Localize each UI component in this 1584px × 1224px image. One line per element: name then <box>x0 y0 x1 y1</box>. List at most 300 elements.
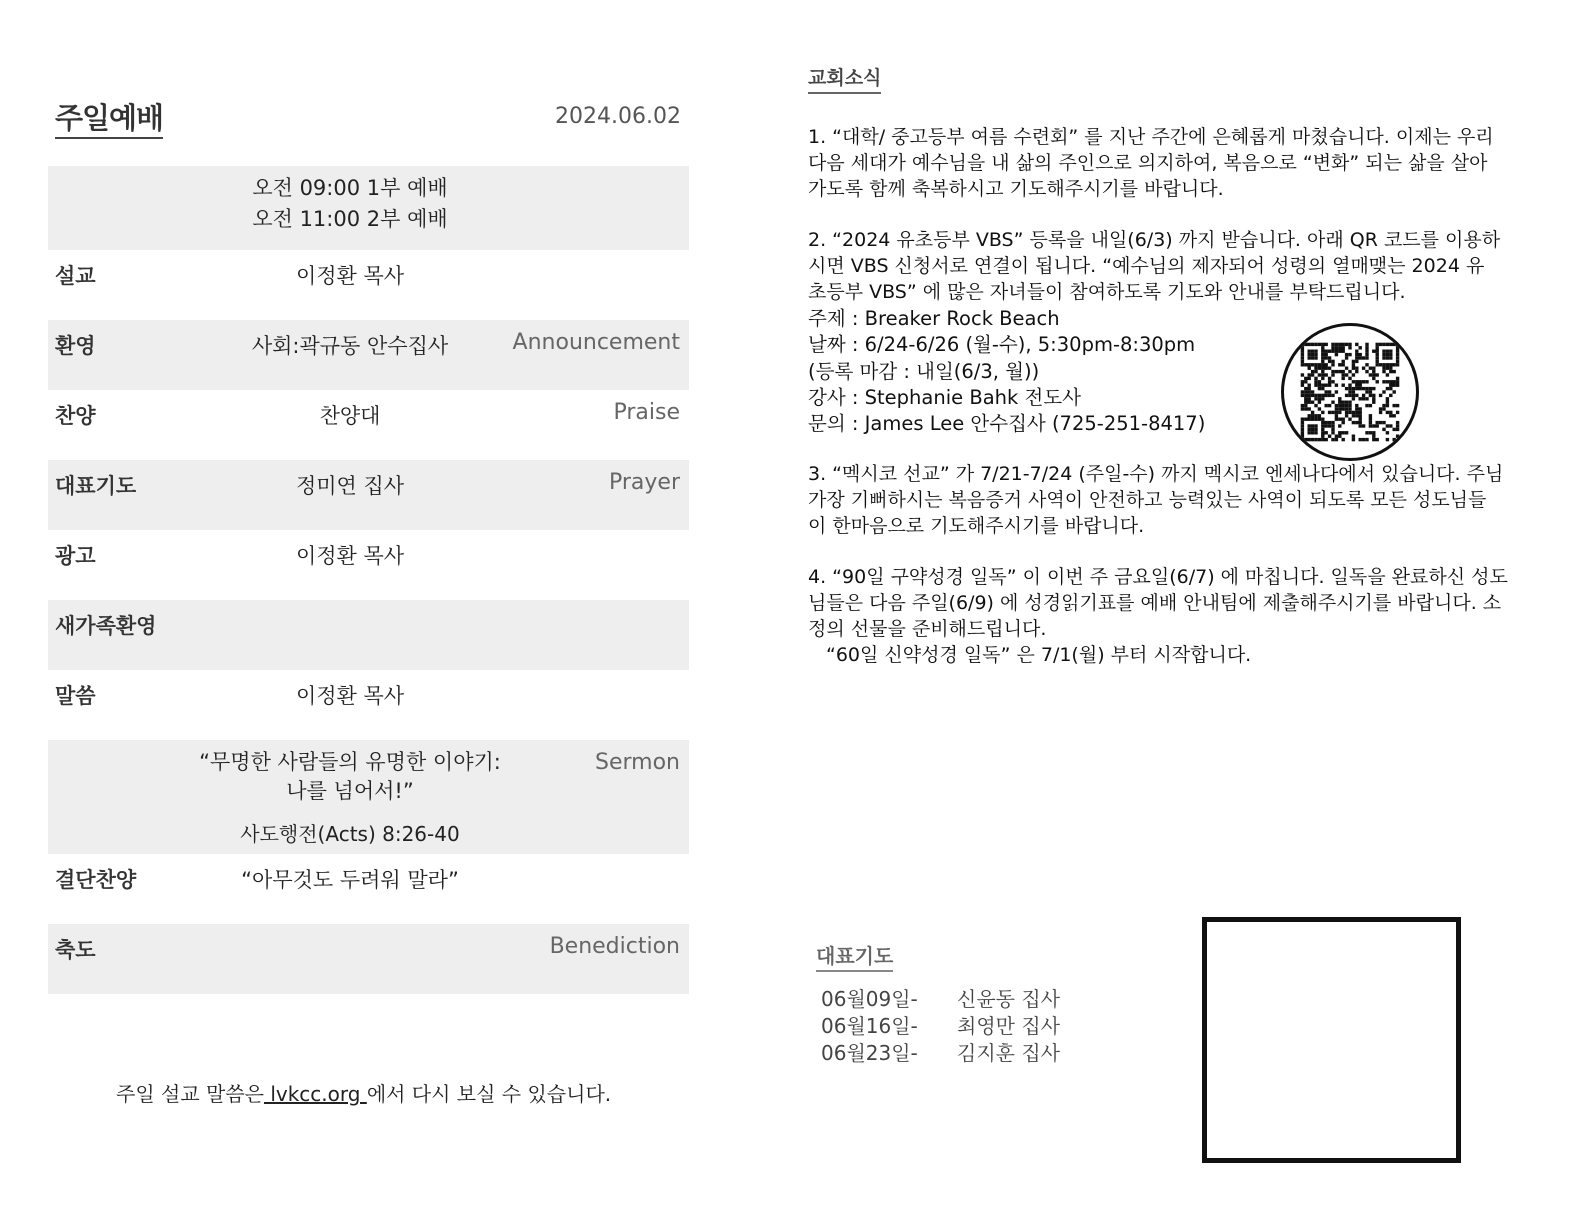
qr-module <box>1318 397 1321 400</box>
qr-module <box>1372 387 1375 390</box>
qr-module <box>1328 390 1331 393</box>
prayer-schedule <box>821 986 1060 1067</box>
qr-module <box>1338 397 1341 400</box>
qr-module <box>1331 421 1334 424</box>
qr-module <box>1393 390 1396 393</box>
qr-module <box>1352 435 1355 438</box>
qr-module <box>1396 411 1399 414</box>
qr-module <box>1304 380 1307 383</box>
qr-module <box>1301 384 1304 387</box>
qr-module <box>1301 346 1304 349</box>
qr-module <box>1328 356 1331 359</box>
qr-module <box>1362 438 1365 441</box>
qr-module <box>1365 404 1368 407</box>
qr-module <box>1311 401 1314 404</box>
qr-module <box>1314 384 1317 387</box>
qr-module <box>1335 384 1338 387</box>
qr-code-icon[interactable] <box>1281 323 1419 461</box>
qr-module <box>1365 380 1368 383</box>
qr-module <box>1328 404 1331 407</box>
qr-module <box>1396 428 1399 431</box>
qr-module <box>1348 407 1351 410</box>
qr-module <box>1304 438 1307 441</box>
qr-module <box>1304 390 1307 393</box>
qr-module <box>1331 431 1334 434</box>
qr-module <box>1325 424 1328 427</box>
qr-module <box>1342 404 1345 407</box>
qr-module <box>1321 394 1324 397</box>
qr-module <box>1382 428 1385 431</box>
qr-module <box>1331 370 1334 373</box>
vbs-theme: 주제 : Breaker Rock Beach <box>808 307 1060 330</box>
qr-module <box>1359 421 1362 424</box>
qr-module <box>1389 411 1392 414</box>
qr-module <box>1321 418 1324 421</box>
qr-module <box>1379 407 1382 410</box>
qr-module <box>1311 363 1314 366</box>
qr-module <box>1338 407 1341 410</box>
qr-module <box>1321 373 1324 376</box>
qr-module <box>1355 387 1358 390</box>
qr-module <box>1325 421 1328 424</box>
qr-module <box>1308 397 1311 400</box>
qr-module <box>1396 356 1399 359</box>
qr-module <box>1335 404 1338 407</box>
qr-module <box>1376 356 1379 359</box>
qr-module <box>1331 360 1334 363</box>
qr-module <box>1352 360 1355 363</box>
sermon-title-line-1: “무명한 사람들의 유명한 이야기: <box>199 750 501 774</box>
qr-module <box>1345 401 1348 404</box>
qr-module <box>1311 438 1314 441</box>
qr-module <box>1352 373 1355 376</box>
qr-module <box>1342 384 1345 387</box>
qr-module <box>1308 350 1311 353</box>
qr-module <box>1314 353 1317 356</box>
qr-module <box>1376 380 1379 383</box>
qr-module <box>1382 350 1385 353</box>
qr-module <box>1365 356 1368 359</box>
qr-module <box>1369 421 1372 424</box>
qr-module <box>1328 411 1331 414</box>
qr-module <box>1382 370 1385 373</box>
qr-module <box>1362 356 1365 359</box>
qr-module <box>1382 356 1385 359</box>
qr-module <box>1318 401 1321 404</box>
qr-module <box>1321 424 1324 427</box>
qr-module <box>1301 350 1304 353</box>
news-line: 가도록 함께 축복하시고 기도해주시기를 바랍니다. <box>808 178 1224 200</box>
qr-module <box>1369 424 1372 427</box>
qr-module <box>1308 387 1311 390</box>
qr-module <box>1338 401 1341 404</box>
qr-module <box>1328 424 1331 427</box>
qr-module <box>1301 428 1304 431</box>
qr-module <box>1335 353 1338 356</box>
qr-module <box>1335 346 1338 349</box>
qr-module <box>1362 397 1365 400</box>
qr-module <box>1365 390 1368 393</box>
order-english: Announcement <box>512 330 680 355</box>
qr-module <box>1325 394 1328 397</box>
qr-module <box>1372 431 1375 434</box>
qr-module <box>1369 387 1372 390</box>
prayer-person: 신윤동 집사 <box>957 987 1060 1011</box>
qr-module <box>1331 394 1334 397</box>
qr-module <box>1386 431 1389 434</box>
qr-module <box>1304 407 1307 410</box>
prayer-schedule-row <box>821 1040 1060 1067</box>
qr-module <box>1338 418 1341 421</box>
qr-module <box>1304 401 1307 404</box>
service-order-table <box>48 166 689 994</box>
qr-module <box>1308 373 1311 376</box>
order-english: Praise <box>613 400 680 425</box>
order-row-newcomers <box>48 600 689 670</box>
qr-module <box>1325 373 1328 376</box>
qr-module <box>1335 390 1338 393</box>
qr-module <box>1345 414 1348 417</box>
qr-module <box>1321 353 1324 356</box>
qr-module <box>1348 411 1351 414</box>
qr-module <box>1348 353 1351 356</box>
qr-module <box>1301 360 1304 363</box>
qr-module <box>1393 343 1396 346</box>
qr-module <box>1355 421 1358 424</box>
qr-module <box>1386 401 1389 404</box>
qr-module <box>1382 404 1385 407</box>
qr-module <box>1314 370 1317 373</box>
qr-module <box>1352 387 1355 390</box>
qr-module <box>1379 394 1382 397</box>
qr-module <box>1355 360 1358 363</box>
qr-module <box>1308 414 1311 417</box>
qr-module <box>1318 363 1321 366</box>
news-item-1 <box>808 124 1528 202</box>
footnote-text-end: 에서 다시 보실 수 있습니다. <box>366 1082 612 1106</box>
order-person: 이정환 목사 <box>295 264 405 288</box>
qr-module <box>1355 394 1358 397</box>
qr-module <box>1369 404 1372 407</box>
vbs-details <box>808 306 1205 437</box>
qr-module <box>1318 343 1321 346</box>
qr-module <box>1379 363 1382 366</box>
qr-module <box>1301 404 1304 407</box>
qr-module <box>1386 350 1389 353</box>
qr-module <box>1328 350 1331 353</box>
sermon-title <box>188 748 512 806</box>
news-item-3 <box>808 461 1528 539</box>
qr-module <box>1301 394 1304 397</box>
qr-module <box>1308 438 1311 441</box>
qr-module <box>1376 350 1379 353</box>
qr-module <box>1328 380 1331 383</box>
qr-module <box>1345 356 1348 359</box>
qr-module <box>1311 356 1314 359</box>
qr-module <box>1372 373 1375 376</box>
qr-module <box>1355 384 1358 387</box>
qr-module <box>1321 411 1324 414</box>
qr-module <box>1359 411 1362 414</box>
news-line: 가장 기뻐하시는 복음증거 사역이 안전하고 능력있는 사역이 되도록 모든 성도님들 <box>808 489 1487 511</box>
prayer-person: 최영만 집사 <box>957 1014 1060 1038</box>
qr-module <box>1342 401 1345 404</box>
news-line: 이 한마음으로 기도해주시기를 바랍니다. <box>808 515 1145 537</box>
qr-module <box>1308 390 1311 393</box>
qr-module <box>1342 343 1345 346</box>
qr-module <box>1389 387 1392 390</box>
news-item-2 <box>808 227 1528 305</box>
qr-module <box>1359 380 1362 383</box>
qr-module <box>1393 380 1396 383</box>
qr-module <box>1331 401 1334 404</box>
qr-module <box>1335 370 1338 373</box>
qr-module <box>1365 370 1368 373</box>
qr-module <box>1311 350 1314 353</box>
qr-module <box>1359 356 1362 359</box>
qr-module <box>1345 353 1348 356</box>
qr-module <box>1355 380 1358 383</box>
qr-module <box>1376 424 1379 427</box>
vbs-deadline: (등록 마감 : 내일(6/3, 월)) <box>808 359 1040 383</box>
qr-module <box>1325 350 1328 353</box>
qr-module <box>1321 431 1324 434</box>
qr-module <box>1308 431 1311 434</box>
qr-module <box>1321 346 1324 349</box>
qr-module <box>1386 411 1389 414</box>
qr-module <box>1359 397 1362 400</box>
qr-module <box>1342 377 1345 380</box>
qr-module <box>1355 370 1358 373</box>
order-label: 축도 <box>55 938 96 962</box>
qr-module <box>1331 411 1334 414</box>
order-label: 광고 <box>55 544 96 568</box>
qr-module <box>1314 424 1317 427</box>
qr-module <box>1376 421 1379 424</box>
qr-module <box>1372 435 1375 438</box>
order-row-praise <box>48 390 689 460</box>
qr-module <box>1325 438 1328 441</box>
news-line: 다음 세대가 예수님을 내 삶의 주인으로 의지하여, 복음으로 “변화” 되는 삶을 살아 <box>808 152 1488 174</box>
qr-module <box>1365 363 1368 366</box>
qr-module <box>1393 370 1396 373</box>
qr-module <box>1376 360 1379 363</box>
website-link[interactable]: lvkcc.org <box>263 1082 367 1106</box>
order-english: Sermon <box>595 750 680 775</box>
order-label: 결단찬양 <box>55 868 137 892</box>
order-row-word <box>48 670 689 740</box>
qr-module <box>1355 407 1358 410</box>
qr-module <box>1355 353 1358 356</box>
qr-module <box>1352 414 1355 417</box>
qr-module <box>1308 356 1311 359</box>
qr-module <box>1359 346 1362 349</box>
qr-module <box>1328 394 1331 397</box>
qr-module <box>1331 363 1334 366</box>
qr-module <box>1396 404 1399 407</box>
page-title: 주일예배 <box>55 100 163 139</box>
qr-module <box>1318 418 1321 421</box>
qr-module <box>1352 421 1355 424</box>
qr-module <box>1301 421 1304 424</box>
qr-module <box>1311 428 1314 431</box>
qr-module <box>1338 431 1341 434</box>
qr-module <box>1348 390 1351 393</box>
service-times-row <box>48 166 689 250</box>
qr-module <box>1342 346 1345 349</box>
qr-module <box>1325 431 1328 434</box>
qr-module <box>1318 438 1321 441</box>
qr-module <box>1314 343 1317 346</box>
qr-module <box>1348 377 1351 380</box>
qr-module <box>1389 356 1392 359</box>
qr-module <box>1393 438 1396 441</box>
order-row-welcome <box>48 320 689 390</box>
qr-module <box>1372 397 1375 400</box>
qr-module <box>1304 404 1307 407</box>
qr-module <box>1345 407 1348 410</box>
qr-module <box>1325 353 1328 356</box>
qr-module <box>1396 343 1399 346</box>
qr-module <box>1372 370 1375 373</box>
qr-module <box>1345 343 1348 346</box>
qr-module <box>1389 394 1392 397</box>
qr-module <box>1365 387 1368 390</box>
qr-module <box>1308 424 1311 427</box>
qr-module <box>1328 367 1331 370</box>
qr-module <box>1331 424 1334 427</box>
qr-module <box>1359 418 1362 421</box>
qr-module <box>1389 367 1392 370</box>
qr-module <box>1376 438 1379 441</box>
qr-module <box>1345 373 1348 376</box>
qr-module <box>1386 404 1389 407</box>
qr-module <box>1314 380 1317 383</box>
qr-module <box>1338 343 1341 346</box>
qr-module <box>1335 350 1338 353</box>
qr-module <box>1325 390 1328 393</box>
qr-module <box>1338 346 1341 349</box>
qr-module <box>1314 404 1317 407</box>
qr-module <box>1376 353 1379 356</box>
qr-module <box>1342 438 1345 441</box>
qr-module <box>1321 350 1324 353</box>
qr-module <box>1352 390 1355 393</box>
qr-module <box>1362 380 1365 383</box>
qr-module <box>1396 384 1399 387</box>
news-line: 4. “90일 구약성경 일독” 이 이번 주 금요일(6/7) 에 마칩니다. 일독을 완료하신 성도 <box>808 566 1508 588</box>
qr-module <box>1352 380 1355 383</box>
qr-module <box>1386 387 1389 390</box>
qr-module <box>1301 438 1304 441</box>
qr-module <box>1308 353 1311 356</box>
qr-module <box>1365 343 1368 346</box>
service-time-1: 오전 09:00 1부 예배 <box>252 176 448 200</box>
qr-module <box>1359 353 1362 356</box>
qr-module <box>1382 380 1385 383</box>
qr-module <box>1301 435 1304 438</box>
qr-module <box>1311 431 1314 434</box>
qr-module <box>1338 435 1341 438</box>
qr-module <box>1325 356 1328 359</box>
qr-module <box>1304 343 1307 346</box>
qr-module <box>1318 394 1321 397</box>
qr-module <box>1376 343 1379 346</box>
qr-module <box>1389 424 1392 427</box>
qr-module <box>1304 394 1307 397</box>
qr-module <box>1304 418 1307 421</box>
qr-module <box>1321 397 1324 400</box>
qr-module <box>1355 367 1358 370</box>
qr-module <box>1389 353 1392 356</box>
qr-module <box>1331 438 1334 441</box>
qr-module <box>1389 343 1392 346</box>
qr-module <box>1314 418 1317 421</box>
qr-module <box>1321 370 1324 373</box>
qr-module <box>1318 380 1321 383</box>
qr-module <box>1311 370 1314 373</box>
qr-module <box>1338 363 1341 366</box>
order-row-benediction <box>48 924 689 994</box>
order-person: 정미연 집사 <box>295 474 405 498</box>
qr-module <box>1359 414 1362 417</box>
qr-module <box>1321 421 1324 424</box>
qr-module <box>1325 404 1328 407</box>
qr-module <box>1348 387 1351 390</box>
qr-module <box>1389 350 1392 353</box>
qr-module <box>1348 394 1351 397</box>
qr-module <box>1328 360 1331 363</box>
vbs-dates: 날짜 : 6/24-6/26 (월-수), 5:30pm-8:30pm <box>808 333 1196 357</box>
qr-module <box>1359 387 1362 390</box>
qr-module <box>1318 387 1321 390</box>
qr-module <box>1355 411 1358 414</box>
qr-module <box>1335 438 1338 441</box>
qr-module <box>1321 343 1324 346</box>
qr-module <box>1352 411 1355 414</box>
qr-module <box>1311 373 1314 376</box>
qr-module <box>1359 438 1362 441</box>
qr-module <box>1369 367 1372 370</box>
qr-module <box>1301 343 1304 346</box>
qr-module <box>1338 350 1341 353</box>
qr-module <box>1386 353 1389 356</box>
qr-module <box>1365 346 1368 349</box>
qr-module <box>1321 356 1324 359</box>
qr-module <box>1355 356 1358 359</box>
qr-module <box>1396 380 1399 383</box>
news-line: 초등부 VBS” 에 많은 자녀들이 참여하도록 기도와 안내를 부탁드립니다. <box>808 281 1406 303</box>
qr-module <box>1382 390 1385 393</box>
qr-module <box>1311 424 1314 427</box>
qr-module <box>1389 384 1392 387</box>
qr-module <box>1355 350 1358 353</box>
order-row-sermon-preacher <box>48 250 689 320</box>
qr-module <box>1396 350 1399 353</box>
qr-module <box>1342 431 1345 434</box>
qr-module <box>1376 346 1379 349</box>
qr-module <box>1318 384 1321 387</box>
qr-module <box>1331 373 1334 376</box>
qr-module <box>1386 363 1389 366</box>
service-times <box>188 173 512 235</box>
qr-module <box>1328 435 1331 438</box>
qr-module <box>1314 438 1317 441</box>
qr-module <box>1369 431 1372 434</box>
qr-module <box>1308 401 1311 404</box>
order-person: 사회:곽규동 안수집사 <box>251 334 449 358</box>
qr-module <box>1314 367 1317 370</box>
